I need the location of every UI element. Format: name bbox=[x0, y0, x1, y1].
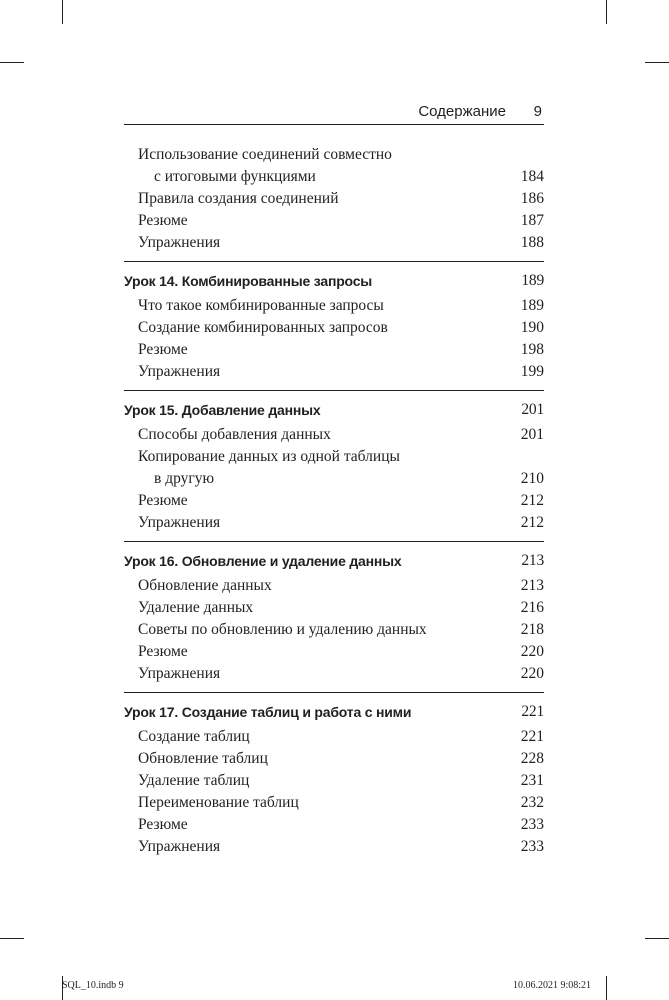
toc-entry-label: Упражнения bbox=[138, 363, 221, 380]
toc-entry bbox=[124, 792, 544, 814]
table-of-contents bbox=[124, 144, 544, 858]
toc-entry bbox=[124, 144, 544, 188]
toc-entry-page: 188 bbox=[520, 234, 544, 251]
toc-entry bbox=[124, 317, 544, 339]
lesson-heading bbox=[124, 261, 544, 292]
toc-entry bbox=[124, 575, 544, 597]
crop-mark bbox=[606, 0, 607, 24]
print-timestamp: 10.06.2021 9:08:21 bbox=[513, 980, 592, 991]
toc-entry-page: 210 bbox=[520, 470, 544, 487]
toc-entry bbox=[124, 836, 544, 858]
toc-entry-label: Упражнения bbox=[138, 838, 221, 855]
toc-entry bbox=[124, 446, 544, 490]
toc-entry-page: 199 bbox=[520, 363, 544, 380]
toc-entry bbox=[124, 490, 544, 512]
toc-entry-label: Создание таблиц bbox=[138, 728, 250, 745]
lesson-title: Урок 17. Создание таблиц и работа с ними bbox=[124, 704, 412, 720]
toc-entry bbox=[124, 188, 544, 210]
toc-entry bbox=[124, 663, 544, 685]
toc-entry bbox=[124, 748, 544, 770]
toc-entry-label: Создание комбинированных запросов bbox=[138, 319, 388, 336]
toc-entry-page: 212 bbox=[520, 492, 544, 509]
toc-entry-label: Советы по обновлению и удалению данных bbox=[138, 621, 427, 638]
toc-entry-label: Резюме bbox=[138, 643, 188, 660]
toc-entry bbox=[124, 619, 544, 641]
toc-entry bbox=[124, 597, 544, 619]
toc-entry-page: 231 bbox=[520, 772, 544, 789]
lesson-heading bbox=[124, 390, 544, 421]
toc-entry-page: 218 bbox=[520, 621, 544, 638]
toc-entry-page: 220 bbox=[520, 665, 544, 682]
toc-entry-page: 216 bbox=[520, 599, 544, 616]
toc-entry bbox=[124, 424, 544, 446]
toc-entry-label: Использование соединений совместно bbox=[138, 146, 392, 163]
lesson-title: Урок 16. Обновление и удаление данных bbox=[124, 553, 402, 569]
crop-mark bbox=[0, 938, 24, 939]
toc-entry-label-continuation: в другую bbox=[154, 470, 215, 487]
toc-entry-label: Упражнения bbox=[138, 234, 221, 251]
header-page-number: 9 bbox=[533, 103, 542, 120]
toc-entry-page: 213 bbox=[520, 577, 544, 594]
lesson-title: Урок 15. Добавление данных bbox=[124, 402, 321, 418]
toc-entry-label: Резюме bbox=[138, 816, 188, 833]
lesson-heading bbox=[124, 692, 544, 723]
toc-entry-page: 232 bbox=[520, 794, 544, 811]
toc-entry-label: Удаление таблиц bbox=[138, 772, 250, 789]
toc-entry bbox=[124, 232, 544, 254]
toc-entry-page: 190 bbox=[520, 319, 544, 336]
toc-entry-page: 189 bbox=[520, 297, 544, 314]
toc-entry-page: 201 bbox=[520, 426, 544, 443]
lesson-page: 201 bbox=[521, 401, 544, 418]
toc-entry-label: Что такое комбинированные запросы bbox=[138, 297, 384, 314]
print-file-slug: SQL_10.indb 9 bbox=[62, 980, 124, 991]
toc-entry-page: 221 bbox=[520, 728, 544, 745]
toc-entry bbox=[124, 361, 544, 383]
toc-entry-label: Резюме bbox=[138, 492, 188, 509]
toc-entry-page: 184 bbox=[520, 168, 544, 185]
toc-entry-label-continuation: с итоговыми функциями bbox=[154, 168, 316, 185]
lesson-page: 213 bbox=[521, 552, 544, 569]
toc-entry bbox=[124, 339, 544, 361]
toc-entry-label: Удаление данных bbox=[138, 599, 254, 616]
toc-entry-label: Резюме bbox=[138, 341, 188, 358]
crop-mark bbox=[62, 0, 63, 24]
toc-entry-label: Переименование таблиц bbox=[138, 794, 299, 811]
toc-entry-label: Резюме bbox=[138, 212, 188, 229]
lesson-page: 221 bbox=[521, 703, 544, 720]
toc-entry-page: 186 bbox=[520, 190, 544, 207]
toc-entry bbox=[124, 770, 544, 792]
toc-entry-page: 228 bbox=[520, 750, 544, 767]
toc-entry-label: Упражнения bbox=[138, 665, 221, 682]
lesson-heading bbox=[124, 541, 544, 572]
toc-entry bbox=[124, 814, 544, 836]
toc-entry bbox=[124, 641, 544, 663]
crop-mark bbox=[645, 938, 669, 939]
crop-mark bbox=[606, 976, 607, 1000]
toc-entry bbox=[124, 512, 544, 534]
header-title: Содержание bbox=[418, 103, 506, 120]
toc-entry-label: Обновление данных bbox=[138, 577, 272, 594]
crop-mark bbox=[0, 62, 24, 63]
toc-entry-page: 198 bbox=[520, 341, 544, 358]
lesson-page: 189 bbox=[521, 272, 544, 289]
toc-entry-label: Обновление таблиц bbox=[138, 750, 268, 767]
toc-entry-label: Копирование данных из одной таблицы bbox=[138, 448, 400, 465]
toc-entry bbox=[124, 210, 544, 232]
toc-entry-page: 212 bbox=[520, 514, 544, 531]
toc-entry bbox=[124, 726, 544, 748]
toc-entry-page: 187 bbox=[520, 212, 544, 229]
lesson-title: Урок 14. Комбинированные запросы bbox=[124, 273, 373, 289]
toc-entry-label: Упражнения bbox=[138, 514, 221, 531]
running-header bbox=[124, 100, 544, 125]
toc-entry-page: 220 bbox=[520, 643, 544, 660]
toc-entry-page: 233 bbox=[520, 816, 544, 833]
toc-entry-label: Способы добавления данных bbox=[138, 426, 331, 443]
crop-mark bbox=[645, 62, 669, 63]
toc-entry bbox=[124, 295, 544, 317]
toc-entry-page: 233 bbox=[520, 838, 544, 855]
toc-entry-label: Правила создания соединений bbox=[138, 190, 339, 207]
